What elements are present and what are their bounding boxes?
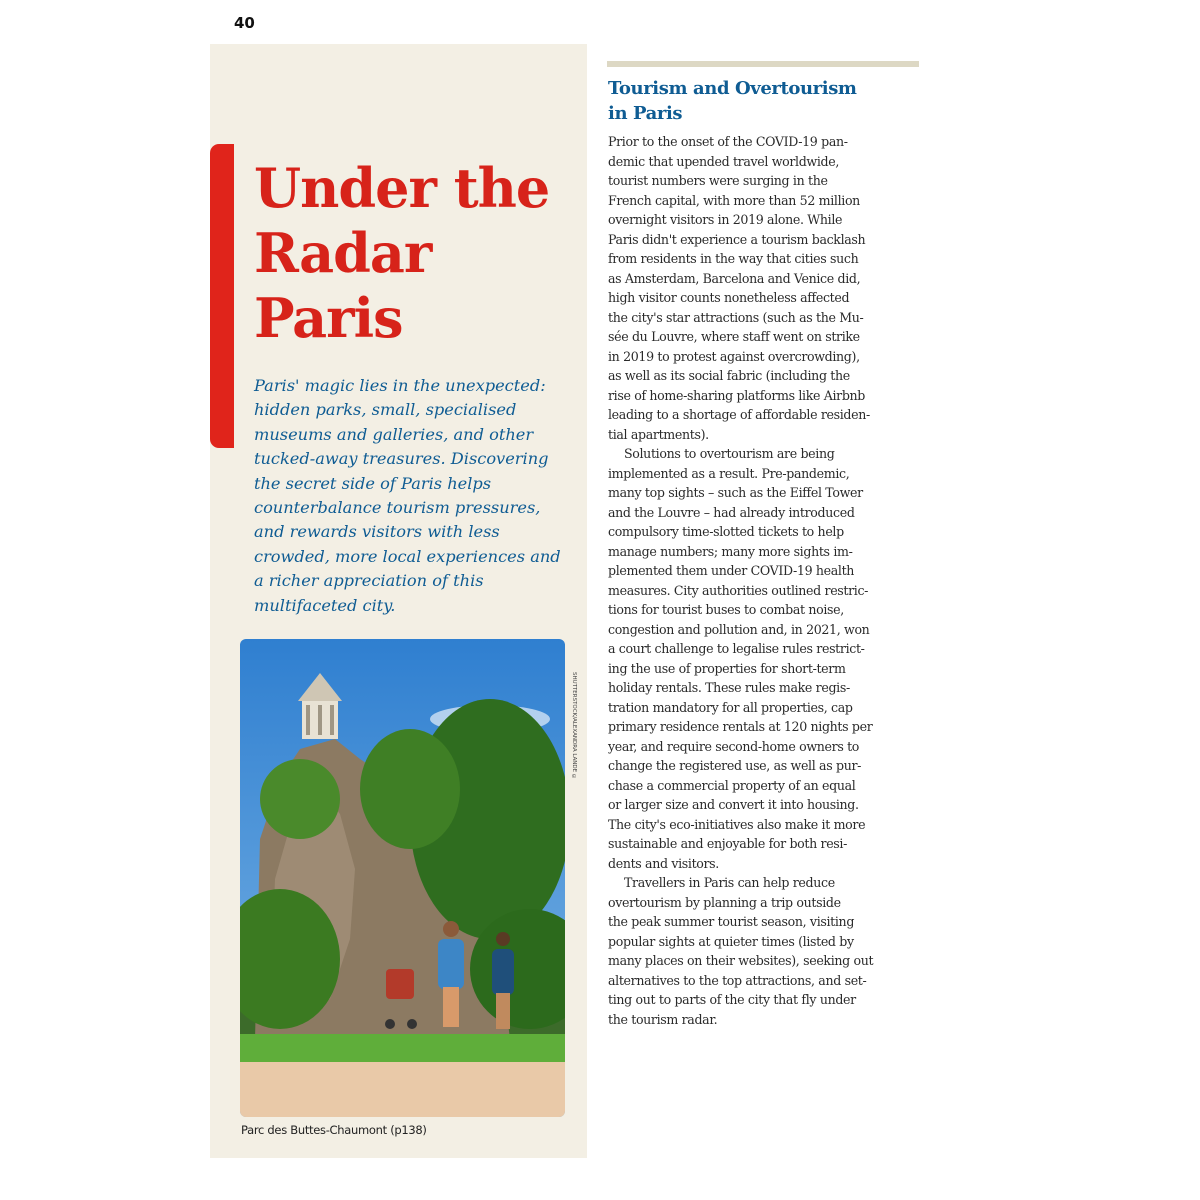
body-line: manage numbers; many more sights im- [608,543,853,559]
body-line: ting out to parts of the city that fly under [608,992,856,1007]
body-line: or larger size and convert it into housing. [608,797,859,812]
body-line: overtourism by planning a trip outside [608,894,841,910]
body-line: holiday rentals. These rules make regis- [608,680,850,695]
body-line: high visitor counts nonetheless affected [608,290,850,305]
chapter-title-line: Under the [254,156,550,220]
body-line: Travellers in Paris can help reduce [624,875,835,890]
body-line: from residents in the way that cities such [608,251,859,266]
body-line: as well as its social fabric (including the [608,368,850,383]
body-line: tions for tourist buses to combat noise, [608,602,844,617]
chapter-tab-marker [210,144,234,448]
body-line: compulsory time-slotted tickets to help [608,524,844,539]
body-line: rise of home-sharing platforms like Airbnb [608,387,866,403]
body-line: alternatives to the top attractions, and set- [608,972,867,988]
article-body [608,132,920,1029]
body-line: primary residence rentals at 120 nights per [608,719,873,734]
body-line: as Amsterdam, Barcelona and Venice did, [608,270,861,286]
body-line: year, and require second-home owners to [608,738,860,754]
body-line: Prior to the onset of the COVID-19 pan- [608,134,848,149]
body-line: and the Louvre – had already introduced [608,504,855,520]
chapter-title-line: Radar [254,221,432,285]
photo-caption: Parc des Buttes-Chaumont (p138) [241,1123,427,1137]
body-line: a court challenge to legalise rules restrict- [608,641,865,656]
photo-credit: SHUTTERSTOCK/ALEXANDRA LANDE © [571,672,577,780]
body-line: tourist numbers were surging in the [608,173,828,188]
body-line: plemented them under COVID-19 health [608,563,855,578]
body-line: congestion and pollution and, in 2021, won [608,621,870,637]
body-line: tial apartments). [608,426,709,442]
body-line: Solutions to overtourism are being [624,446,835,461]
body-line: sustainable and enjoyable for both resi- [608,836,848,851]
body-line: French capital, with more than 52 million [608,192,860,208]
body-line: the city's star attractions (such as the Mu- [608,309,864,325]
body-line: implemented as a result. Pre-pandemic, [608,465,850,481]
body-line: tration mandatory for all properties, cap [608,699,853,715]
article-heading-line: Tourism and Overtourism [608,78,857,99]
body-line: the tourism radar. [608,1011,718,1027]
body-line: measures. City authorities outlined restric- [608,582,869,598]
article-heading [608,76,918,126]
body-line: in 2019 to protest against overcrowding), [608,348,860,364]
page-number: 40 [234,14,255,32]
body-line: chase a commercial property of an equal [608,777,856,793]
body-line: sée du Louvre, where staff went on strike [608,329,860,344]
body-line: ing the use of properties for short-term [608,660,846,676]
body-line: popular sights at quieter times (listed by [608,933,854,949]
body-line: change the registered use, as well as pur- [608,758,862,773]
chapter-title-line: Paris [254,286,403,350]
article-heading-line: in Paris [608,103,683,124]
body-line: Paris didn't experience a tourism backlash [608,231,866,247]
body-line: overnight visitors in 2019 alone. While [608,212,843,227]
body-line: demic that upended travel worldwide, [608,153,839,169]
body-line: the peak summer tourist season, visiting [608,914,855,929]
intro-paragraph: Paris' magic lies in the unexpected: hidden parks, small, specialised museums and galleries, and other tucked-away treasures. Discovering the secret side of Paris helps counterbalance tourism pressures, and rewards visitors with less crowded, more local experiences and a richer appreciation of this multifaceted city. [254,376,561,615]
body-line: The city's eco-initiatives also make it more [608,816,866,832]
body-line: dents and visitors. [608,855,719,871]
body-line: leading to a shortage of affordable residen- [608,407,870,422]
body-line: many places on their websites), seeking out [608,953,874,968]
body-line: many top sights – such as the Eiffel Tower [608,485,863,500]
column-rule [607,61,919,67]
chapter-title [254,156,584,351]
park-photo [240,639,565,1117]
